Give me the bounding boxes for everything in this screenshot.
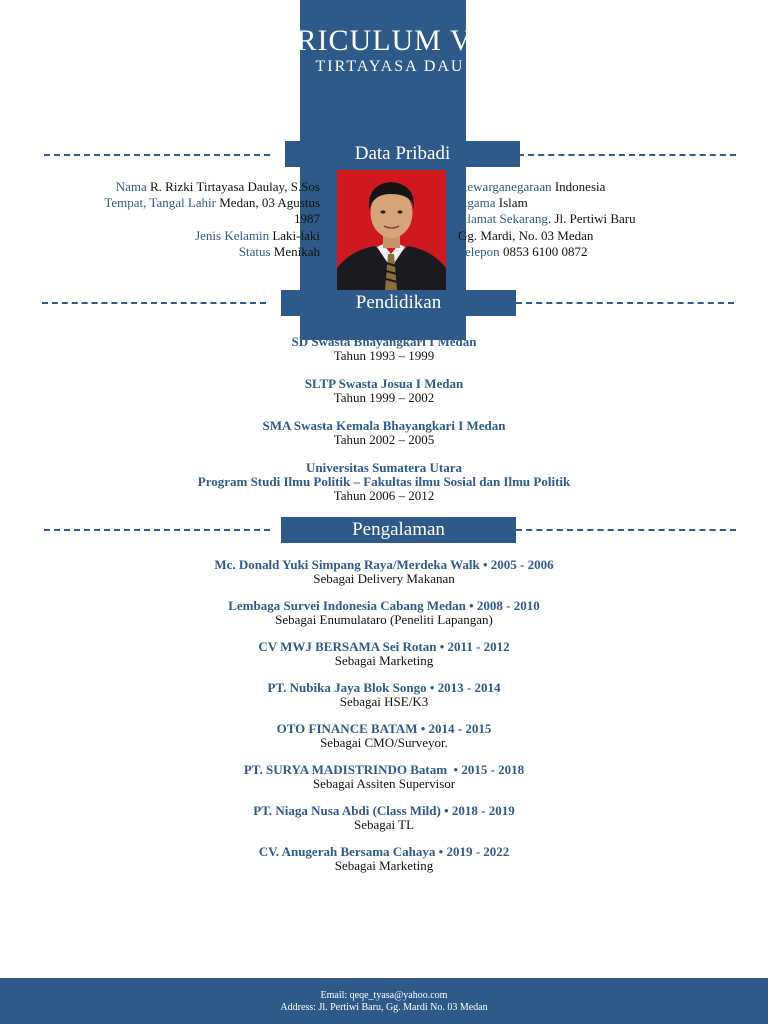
- experience-item: [0, 558, 768, 586]
- divider-right: [516, 302, 734, 304]
- alamat-label: Alamat Sekarang: [458, 211, 548, 226]
- job-role: Sebagai CMO/Surveyor.: [320, 735, 448, 750]
- footer-address: Address: Jl. Pertiwi Baru, Gg. Mardi No. 03 Medan: [280, 1002, 488, 1013]
- job-role: Sebagai Enumulataro (Peneliti Lapangan): [275, 612, 493, 627]
- company-name: CV. Anugerah Bersama Cahaya • 2019 - 2022: [258, 844, 510, 859]
- footer-email: Email: qeqe_tyasa@yahoo.com: [320, 990, 448, 1001]
- ttl-label: Tempat, Tangal Lahir: [104, 195, 216, 210]
- experience-item: [0, 640, 768, 668]
- job-role: Sebagai Assiten Supervisor: [312, 776, 456, 791]
- divider-left: [44, 154, 270, 156]
- divider-right: [516, 529, 736, 531]
- ttl-value-year: 1987: [294, 211, 320, 226]
- company-name: PT. Nubika Jaya Blok Songo • 2013 - 2014: [267, 680, 501, 695]
- nama-value: R. Rizki Tirtayasa Daulay, S.Sos: [150, 179, 320, 194]
- status-label: Status: [238, 244, 271, 259]
- divider-left: [42, 302, 266, 304]
- company-name: OTO FINANCE BATAM • 2014 - 2015: [276, 721, 492, 736]
- telepon-value: 0853 6100 0872: [502, 244, 588, 259]
- kewarganegaraan-value: Indonesia: [554, 179, 606, 194]
- school-years: Tahun 1993 – 1999: [333, 348, 435, 363]
- section-data-pribadi: Data Pribadi: [285, 141, 520, 167]
- cv-title: RICULUM VI: [296, 24, 484, 57]
- section-pengalaman: Pengalaman: [281, 517, 516, 543]
- school-name: SD Swasta Bhayangkari I Medan: [291, 334, 477, 349]
- experience-item: [0, 845, 768, 873]
- company-name: Mc. Donald Yuki Simpang Raya/Merdeka Walk • 2005 - 2006: [214, 557, 554, 572]
- footer: [0, 978, 768, 1024]
- education-item: [0, 377, 768, 405]
- alamat-row: [458, 211, 636, 227]
- job-role: Sebagai Delivery Makanan: [313, 571, 455, 586]
- job-role: Sebagai Marketing: [334, 858, 434, 873]
- jenis-kelamin-value: Laki-laki: [272, 228, 320, 243]
- alamat-value-2: Gg. Mardi, No. 03 Medan: [458, 228, 594, 243]
- alamat-value: . Jl. Pertiwi Baru: [547, 211, 636, 226]
- education-item: [0, 461, 768, 503]
- divider-left: [44, 529, 270, 531]
- agama-label: Agama: [458, 195, 496, 210]
- company-name: CV MWJ BERSAMA Sei Rotan • 2011 - 2012: [258, 639, 510, 654]
- jenis-kelamin-row: [30, 228, 320, 244]
- company-name: Lembaga Survei Indonesia Cabang Medan • 2008 - 2010: [228, 598, 540, 613]
- person-portrait-icon: [337, 170, 446, 290]
- status-value: Menikah: [273, 244, 320, 259]
- school-years: Tahun 2006 – 2012: [333, 488, 435, 503]
- program-name: Program Studi Ilmu Politik – Fakultas ilmu Sosial dan Ilmu Politik: [197, 474, 571, 489]
- agama-row: [458, 195, 528, 211]
- company-name: PT. Niaga Nusa Abdi (Class Mild) • 2018 - 2019: [253, 803, 515, 818]
- divider-right: [518, 154, 736, 156]
- school-years: Tahun 2002 – 2005: [333, 432, 435, 447]
- school-name: SMA Swasta Kemala Bhayangkari I Medan: [262, 418, 506, 433]
- section-pendidikan: Pendidikan: [281, 290, 516, 316]
- experience-item: [0, 804, 768, 832]
- company-name: PT. SURYA MADISTRINDO Batam • 2015 - 2018: [243, 762, 525, 777]
- job-role: Sebagai HSE/K3: [339, 694, 429, 709]
- kewarganegaraan-row: [458, 179, 605, 195]
- ttl-value: Medan, 03 Agustus: [219, 195, 320, 210]
- school-name: SLTP Swasta Josua I Medan: [304, 376, 464, 391]
- experience-item: [0, 763, 768, 791]
- agama-value: Islam: [498, 195, 528, 210]
- jenis-kelamin-label: Jenis Kelamin: [195, 228, 270, 243]
- kewarganegaraan-label: Kewarganegaraan: [458, 179, 552, 194]
- experience-item: [0, 681, 768, 709]
- cv-name-subtitle: TIRTAYASA DAU: [315, 58, 465, 75]
- nama-row: [30, 179, 320, 195]
- nama-label: Nama: [115, 179, 147, 194]
- ttl-row: [30, 195, 320, 211]
- ttl-row-2: [30, 211, 320, 227]
- experience-item: [0, 722, 768, 750]
- profile-photo: [337, 170, 446, 290]
- job-role: Sebagai Marketing: [334, 653, 434, 668]
- telepon-label: Telepon: [458, 244, 500, 259]
- education-item: [0, 419, 768, 447]
- school-years: Tahun 1999 – 2002: [333, 390, 435, 405]
- job-role: Sebagai TL: [353, 817, 415, 832]
- experience-item: [0, 599, 768, 627]
- education-item: [0, 335, 768, 363]
- alamat-row-2: [458, 228, 593, 244]
- status-row: [30, 244, 320, 260]
- header-title-area: [296, 0, 484, 90]
- telepon-row: [458, 244, 587, 260]
- school-name: Universitas Sumatera Utara: [306, 460, 462, 475]
